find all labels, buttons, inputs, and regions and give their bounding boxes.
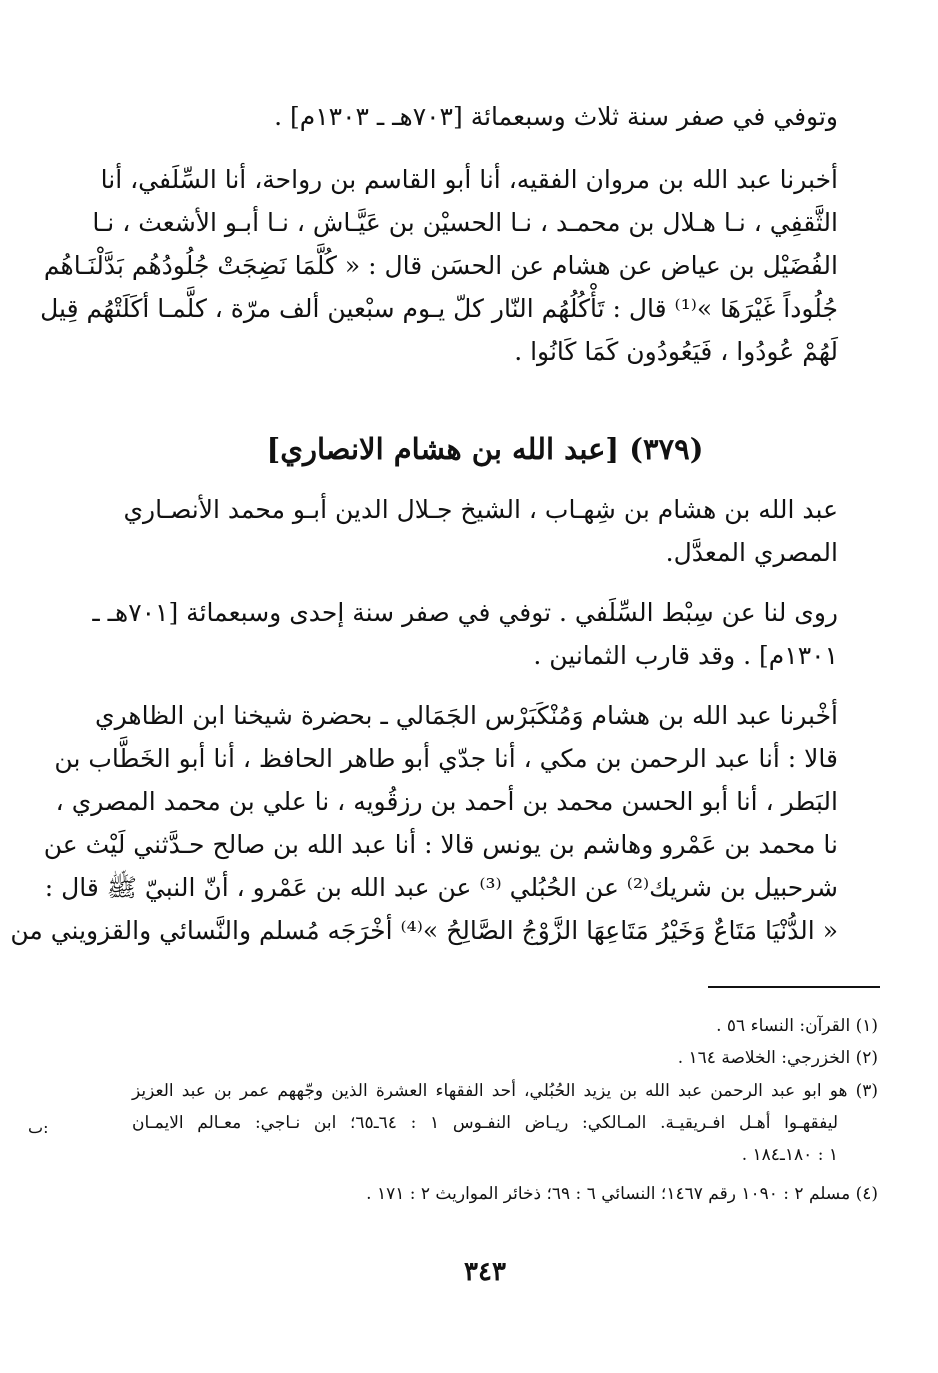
text-line: ١٣٠١م] . وقد قارب الثمانين .: [533, 641, 838, 670]
page-number: ٣٤٣: [464, 1257, 506, 1287]
text-line: « الدُّنْيَا مَتَاعٌ وَخَيْرُ مَتَاعِهَا الزَّوْجُ الصَّالِحُ »⁽⁴⁾ أخْرَجَه مُسلم والنَّسائي والقزويني من: [10, 916, 838, 945]
text-line: جُلُوداً غَيْرَهَا »⁽¹⁾ قال : تَأْكُلُهُم النّار كلّ يـوم سبْعين ألف مرّة ، كلَّمـا أكَلَتْهُم قِيل: [40, 294, 838, 323]
text-line: الثَّقفِي ، نـا هـلال بن محمـد ، نـا الحسيْن بن عَيَّـاش ، نـا أبـو الأشعث ، نـا: [92, 208, 838, 237]
text-line: قالا : أنا عبد الرحمن بن مكي ، أنا جدّي أبو طاهر الحافظ ، أنا أبو الخَطَّاب بن: [54, 744, 838, 773]
text-line: المصري المعدَّل.: [665, 538, 838, 567]
footnote: (٤) مسلم ٢ : ١٠٩٠ رقم ١٤٦٧؛ النسائي ٦ : ٦٩؛ ذخائر المواريث ٢ : ١٧١ .: [366, 1184, 878, 1204]
margin-mark: ٮ:: [28, 1118, 49, 1137]
footnote: (٣) هو ابو عبد الرحمن عبد الله بن يزيد الحُبُلي، أحد الفقهاء العشرة الذين وجّههم عمر بن عبد العزيز: [132, 1081, 878, 1101]
text-line: البَطر ، أنا أبو الحسن محمد بن أحمد بن رزقُويه ، نا علي بن محمد المصري ،: [55, 787, 838, 816]
text-line: عبد الله بن هشام بن شِهـاب ، الشيخ جـلال الدين أبـو محمد الأنصـاري: [123, 495, 838, 524]
footnote: ليفقهـوا أهـل افـريقيـة. المـالكي: ريـاض النفـوس ١ : ٦٤ـ٦٥؛ ابن نـاجي: معـالم الايمـان: [132, 1113, 838, 1133]
text-line: أخبرنا عبد الله بن مروان الفقيه، أنا أبو القاسم بن رواحة، أنا السِّلَفي، أنا: [100, 165, 838, 194]
footnote: (١) القرآن: النساء ٥٦ .: [716, 1016, 878, 1036]
text-line: روى لنا عن سِبْط السِّلَفي . توفي في صفر سنة إحدى وسبعمائة [٧٠١هـ ـ: [92, 598, 838, 627]
text-line: لَهُمْ عُودُوا ، فَيَعُودُون كَمَا كَانُوا .: [514, 337, 838, 366]
text-line: أخْبرنا عبد الله بن هشام وَمُنْكَبَرْس الجَمَالي ـ بحضرة شيخنا ابن الظاهري: [95, 701, 838, 730]
text-line: الفُضَيْل بن عياض عن هشام عن الحسَن قال : « كُلَّمَا نَضِجَتْ جُلُودُهُم بَدَّلْنَـاهُم: [43, 251, 838, 280]
footnote: (٢) الخزرجي: الخلاصة ١٦٤ .: [677, 1048, 878, 1068]
text-line: نا محمد بن عَمْرو وهاشم بن يونس قالا : أنا عبد الله بن صالح حـدَّثني لَيْث عن: [43, 830, 838, 859]
footnote: ١ : ١٨٠ـ١٨٤ .: [741, 1145, 838, 1165]
section-heading: (٣٧٩) [عبد الله بن هشام الانصاري]: [266, 432, 704, 466]
footnote-separator: [708, 986, 880, 988]
text-line: وتوفي في صفر سنة ثلاث وسبعمائة [٧٠٣هـ ـ ١٣٠٣م] .: [274, 102, 838, 131]
text-line: شرحبيل بن شريك⁽²⁾ عن الحُبُلي ⁽³⁾ عن عبد الله بن عَمْرو ، أنّ النبيّ ﷺ قال :: [44, 873, 838, 902]
